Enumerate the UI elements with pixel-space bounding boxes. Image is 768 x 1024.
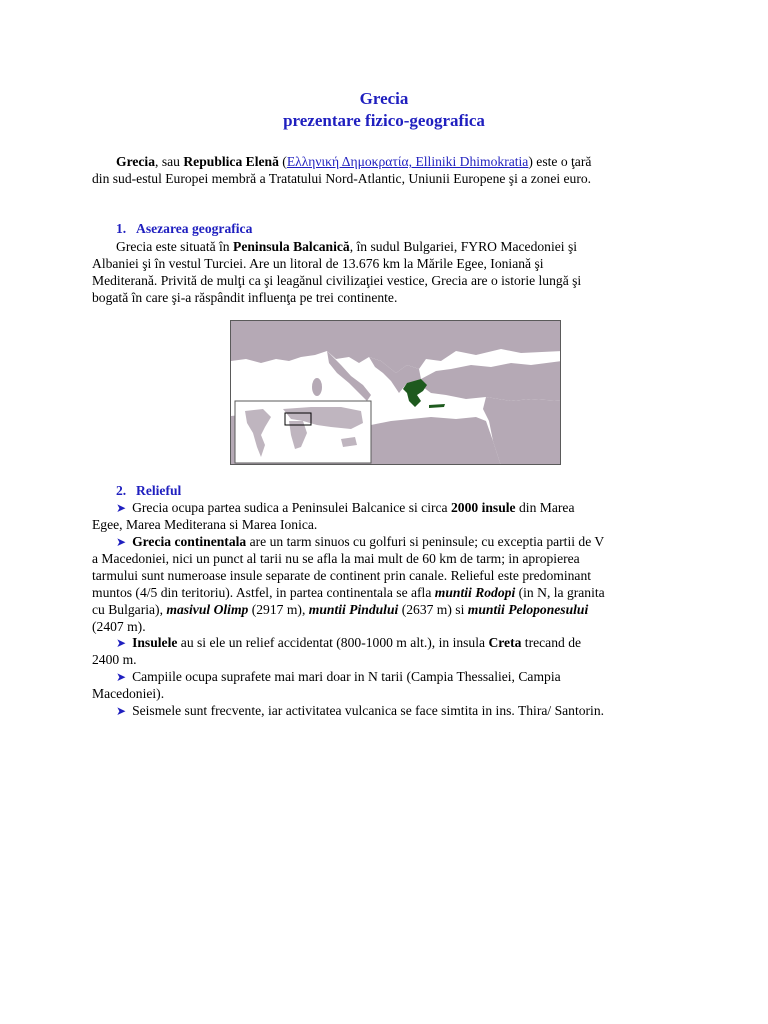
intro-line-1: Grecia, sau Republica Elenă (Ελληνική Δημοκρατία, Elliniki Dhimokratia) este o ţară [116,154,592,169]
section-2-heading: 2. Relieful [116,483,182,498]
arrow-right-bullet-icon: ➤ [116,636,127,650]
map-image [231,321,561,465]
section-1-heading: 1. Asezarea geografica [116,221,253,236]
section-1-line-1: Grecia este situată în Peninsula Balcanică, în sudul Bulgariei, FYRO Macedoniei şi [116,239,578,254]
document-title: Grecia [359,89,409,108]
arrow-right-bullet-icon: ➤ [116,670,127,684]
relief-bullet-1-line-2: Egee, Marea Mediterana si Marea Ionica. [92,517,318,532]
section-1-line-3: Mediteranǎ. Privită de mulţi ca şi leagănul civilizaţiei vestice, Grecia are o istorie lungă şi [92,273,582,288]
relief-bullet-2-line-5: cu Bulgaria), masivul Olimp (2917 m), muntii Pindului (2637 m) si muntii Peloponesului [92,602,589,617]
relief-bullet-2-line-2: a Macedoniei, nici un punct al tarii nu se afla la mai mult de 60 km de tarm; in apropierea [92,551,580,566]
section-1-line-2: Albaniei şi în vestul Turciei. Are un litoral de 13.676 km la Mările Egee, Ionianǎ şi [92,256,544,271]
section-1-line-4: bogată în care şi-a răspândit influenţa pe trei continente. [92,290,398,305]
relief-bullet-2-line-1: ➤ Grecia continentala are un tarm sinuos cu golfuri si peninsule; cu exceptia partii de V [116,534,605,549]
relief-bullet-3-line-1: ➤ Insulele au si ele un relief accidentat (800-1000 m alt.), in insula Creta trecand de [116,635,582,650]
world-inset-map [235,401,371,463]
document-subtitle: prezentare fizico-geografica [283,111,485,130]
relief-bullet-2-line-3: tarmului sunt numeroase insule separate de continent prin canale. Relieful este predominant [92,568,592,583]
greece-location-map [230,320,561,465]
relief-bullet-2-line-4: muntos (4/5 din teritoriu). Astfel, in partea continentala se afla muntii Rodopi (in N, la granita [92,585,605,600]
relief-bullet-3-line-2: 2400 m. [92,652,137,667]
relief-bullet-4-line-2: Macedoniei). [92,686,165,701]
relief-bullet-5-line-1: ➤ Seismele sunt frecvente, iar activitatea vulcanica se face simtita in ins. Thira/ Santorin. [116,703,605,718]
sardinia-landmass [312,378,322,396]
greek-name-link[interactable]: Ελληνική Δημοκρατία, Elliniki Dhimokratia [286,154,529,169]
arrow-right-bullet-icon: ➤ [116,704,127,718]
arrow-right-bullet-icon: ➤ [116,501,127,515]
relief-bullet-2-line-6: (2407 m). [92,619,146,634]
relief-bullet-1-line-1: ➤ Grecia ocupa partea sudica a Peninsulei Balcanice si circa 2000 insule din Marea [116,500,575,515]
intro-line-2: din sud-estul Europei membră a Tratatului Nord-Atlantic, Uniunii Europene şi a zonei euro. [92,171,592,186]
relief-bullet-4-line-1: ➤ Campiile ocupa suprafete mai mari doar in N tarii (Campia Thessaliei, Campia [116,669,561,684]
arrow-right-bullet-icon: ➤ [116,535,127,549]
